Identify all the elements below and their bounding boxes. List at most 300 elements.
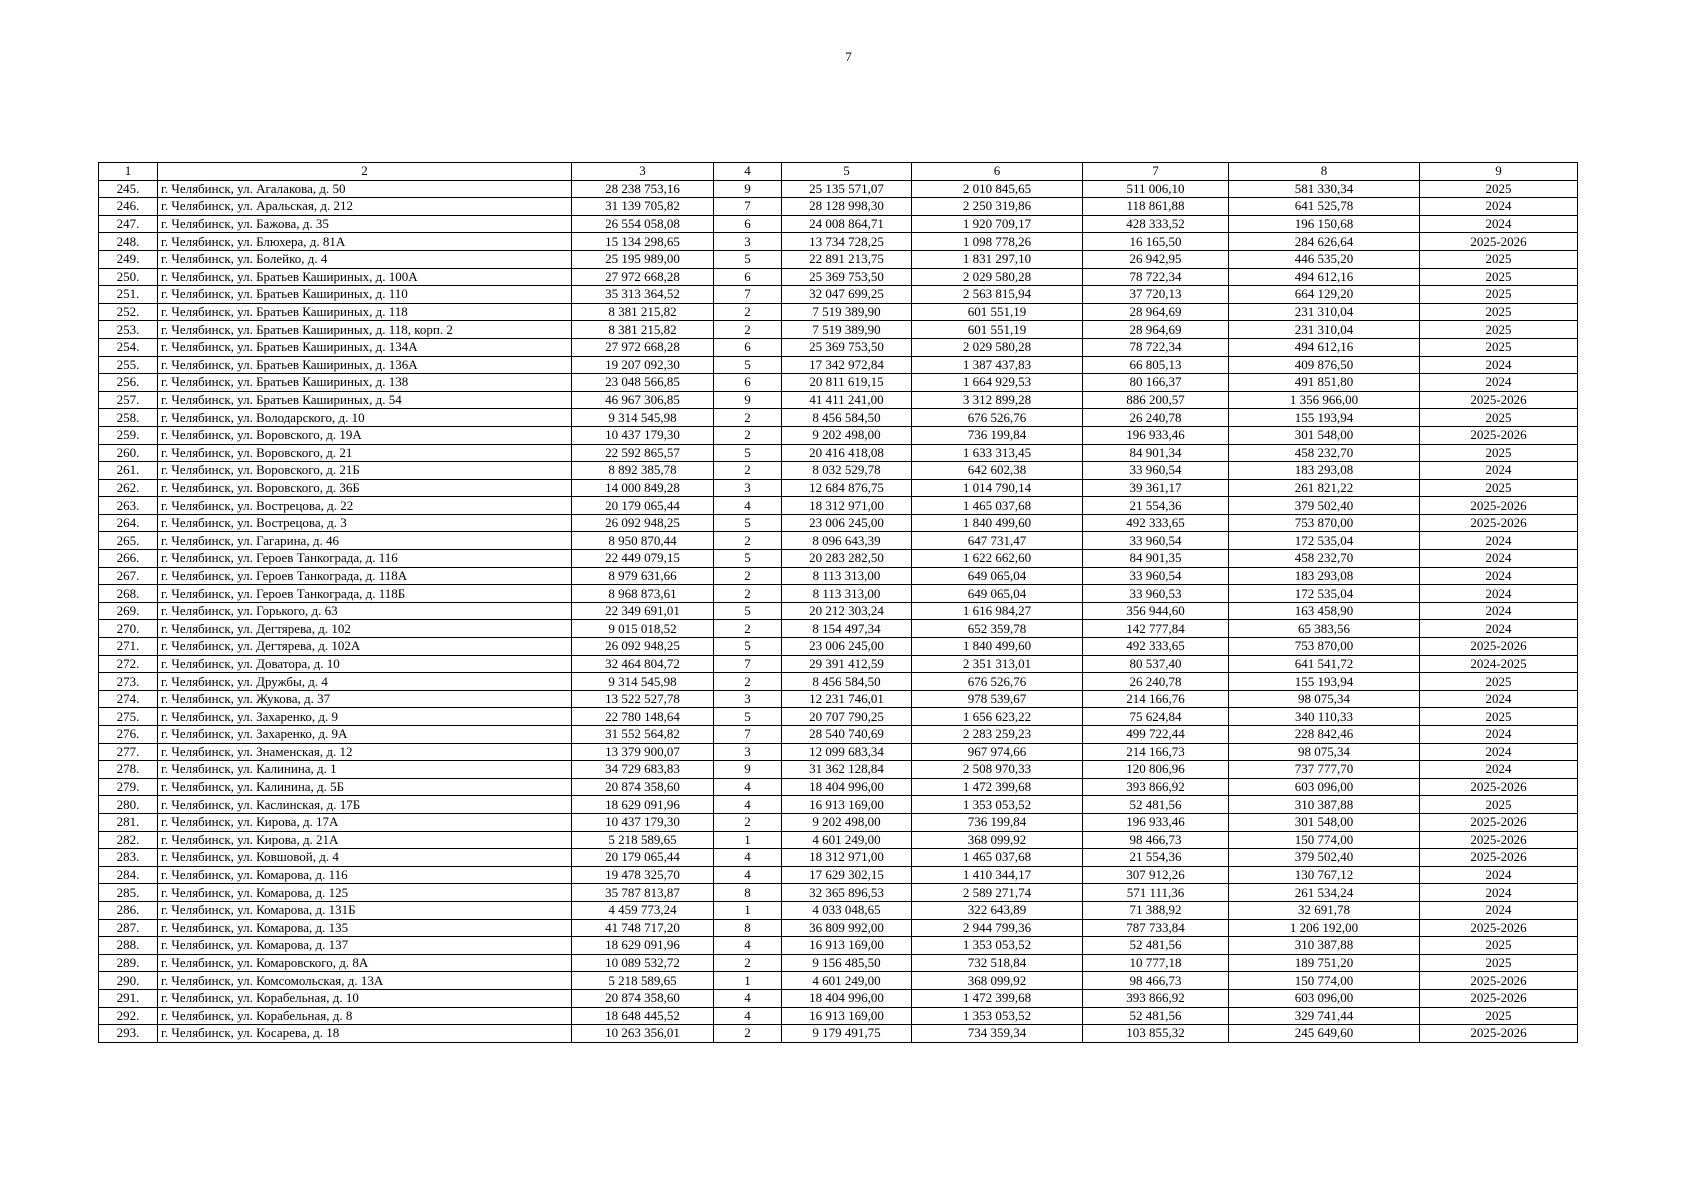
row-number-cell: 278. [99, 761, 158, 779]
address-cell: г. Челябинск, ул. Калинина, д. 5Б [158, 778, 572, 796]
count-cell: 1 [714, 901, 782, 919]
count-cell: 4 [714, 989, 782, 1007]
cost-works-cell: 7 519 389,90 [782, 303, 912, 321]
row-number-cell: 291. [99, 989, 158, 1007]
address-cell: г. Челябинск, ул. Каслинская, д. 17Б [158, 796, 572, 814]
row-number-cell: 255. [99, 356, 158, 374]
address-cell: г. Челябинск, ул. Братьев Кашириных, д. 138 [158, 374, 572, 392]
total-cost-cell: 32 464 804,72 [572, 655, 714, 673]
count-cell: 3 [714, 690, 782, 708]
cost-design-cell: 26 240,78 [1083, 409, 1229, 427]
cost-control-cell: 1 353 053,52 [912, 796, 1083, 814]
cost-control-cell: 1 840 499,60 [912, 514, 1083, 532]
cost-other-cell: 1 356 966,00 [1229, 391, 1420, 409]
cost-works-cell: 8 154 497,34 [782, 620, 912, 638]
cost-control-cell: 649 065,04 [912, 585, 1083, 603]
period-cell: 2025-2026 [1420, 849, 1578, 867]
address-cell: г. Челябинск, ул. Героев Танкограда, д. 116 [158, 550, 572, 568]
cost-design-cell: 80 166,37 [1083, 374, 1229, 392]
cost-other-cell: 261 534,24 [1229, 884, 1420, 902]
address-cell: г. Челябинск, ул. Гагарина, д. 46 [158, 532, 572, 550]
cost-design-cell: 196 933,46 [1083, 426, 1229, 444]
address-cell: г. Челябинск, ул. Братьев Кашириных, д. 118 [158, 303, 572, 321]
cost-design-cell: 214 166,76 [1083, 690, 1229, 708]
period-cell: 2025 [1420, 286, 1578, 304]
table-row [99, 989, 1578, 1007]
period-cell: 2025-2026 [1420, 831, 1578, 849]
table-row [99, 356, 1578, 374]
cost-control-cell: 1 616 984,27 [912, 602, 1083, 620]
count-cell: 2 [714, 673, 782, 691]
total-cost-cell: 26 092 948,25 [572, 638, 714, 656]
period-cell: 2025-2026 [1420, 233, 1578, 251]
period-cell: 2025 [1420, 937, 1578, 955]
cost-works-cell: 8 032 529,78 [782, 462, 912, 480]
cost-design-cell: 492 333,65 [1083, 514, 1229, 532]
address-cell: г. Челябинск, ул. Комаровского, д. 8А [158, 954, 572, 972]
cost-design-cell: 511 006,10 [1083, 180, 1229, 198]
cost-design-cell: 52 481,56 [1083, 796, 1229, 814]
total-cost-cell: 9 314 545,98 [572, 409, 714, 427]
total-cost-cell: 10 437 179,30 [572, 426, 714, 444]
table-row [99, 426, 1578, 444]
cost-design-cell: 52 481,56 [1083, 1007, 1229, 1025]
cost-works-cell: 36 809 992,00 [782, 919, 912, 937]
cost-other-cell: 753 870,00 [1229, 638, 1420, 656]
cost-design-cell: 10 777,18 [1083, 954, 1229, 972]
total-cost-cell: 35 313 364,52 [572, 286, 714, 304]
table-row [99, 901, 1578, 919]
cost-works-cell: 8 456 584,50 [782, 409, 912, 427]
address-cell: г. Челябинск, ул. Блюхера, д. 81А [158, 233, 572, 251]
cost-control-cell: 1 831 297,10 [912, 250, 1083, 268]
cost-other-cell: 664 129,20 [1229, 286, 1420, 304]
count-cell: 6 [714, 374, 782, 392]
cost-control-cell: 2 029 580,28 [912, 338, 1083, 356]
cost-other-cell: 329 741,44 [1229, 1007, 1420, 1025]
column-header: 2 [158, 163, 572, 181]
cost-other-cell: 446 535,20 [1229, 250, 1420, 268]
cost-works-cell: 9 179 491,75 [782, 1025, 912, 1043]
cost-design-cell: 78 722,34 [1083, 268, 1229, 286]
count-cell: 5 [714, 356, 782, 374]
cost-other-cell: 163 458,90 [1229, 602, 1420, 620]
table-row [99, 761, 1578, 779]
address-cell: г. Челябинск, ул. Жукова, д. 37 [158, 690, 572, 708]
total-cost-cell: 27 972 668,28 [572, 268, 714, 286]
count-cell: 4 [714, 937, 782, 955]
cost-works-cell: 25 369 753,50 [782, 268, 912, 286]
total-cost-cell: 5 218 589,65 [572, 972, 714, 990]
cost-control-cell: 2 944 799,36 [912, 919, 1083, 937]
table-row [99, 1025, 1578, 1043]
row-number-cell: 268. [99, 585, 158, 603]
total-cost-cell: 18 629 091,96 [572, 796, 714, 814]
table-row [99, 638, 1578, 656]
cost-control-cell: 652 359,78 [912, 620, 1083, 638]
row-number-cell: 286. [99, 901, 158, 919]
count-cell: 5 [714, 638, 782, 656]
row-number-cell: 269. [99, 602, 158, 620]
cost-control-cell: 1 840 499,60 [912, 638, 1083, 656]
period-cell: 2025-2026 [1420, 778, 1578, 796]
period-cell: 2024 [1420, 532, 1578, 550]
count-cell: 2 [714, 567, 782, 585]
cost-control-cell: 2 010 845,65 [912, 180, 1083, 198]
cost-other-cell: 98 075,34 [1229, 743, 1420, 761]
cost-design-cell: 39 361,17 [1083, 479, 1229, 497]
total-cost-cell: 5 218 589,65 [572, 831, 714, 849]
cost-design-cell: 499 722,44 [1083, 726, 1229, 744]
cost-control-cell: 1 410 344,17 [912, 866, 1083, 884]
address-cell: г. Челябинск, ул. Воровского, д. 19А [158, 426, 572, 444]
cost-other-cell: 310 387,88 [1229, 796, 1420, 814]
row-number-cell: 293. [99, 1025, 158, 1043]
row-number-cell: 247. [99, 215, 158, 233]
table-row [99, 303, 1578, 321]
period-cell: 2024 [1420, 567, 1578, 585]
cost-design-cell: 37 720,13 [1083, 286, 1229, 304]
table-row [99, 409, 1578, 427]
row-number-cell: 246. [99, 198, 158, 216]
table-row [99, 620, 1578, 638]
cost-control-cell: 1 633 313,45 [912, 444, 1083, 462]
period-cell: 2024 [1420, 726, 1578, 744]
total-cost-cell: 18 629 091,96 [572, 937, 714, 955]
table-row [99, 180, 1578, 198]
total-cost-cell: 14 000 849,28 [572, 479, 714, 497]
cost-design-cell: 492 333,65 [1083, 638, 1229, 656]
cost-other-cell: 310 387,88 [1229, 937, 1420, 955]
column-header: 6 [912, 163, 1083, 181]
table-row [99, 602, 1578, 620]
cost-works-cell: 8 113 313,00 [782, 585, 912, 603]
cost-control-cell: 734 359,34 [912, 1025, 1083, 1043]
cost-design-cell: 120 806,96 [1083, 761, 1229, 779]
total-cost-cell: 23 048 566,85 [572, 374, 714, 392]
address-cell: г. Челябинск, ул. Комарова, д. 125 [158, 884, 572, 902]
count-cell: 7 [714, 726, 782, 744]
period-cell: 2024 [1420, 602, 1578, 620]
count-cell: 6 [714, 215, 782, 233]
count-cell: 3 [714, 233, 782, 251]
address-cell: г. Челябинск, ул. Братьев Кашириных, д. 110 [158, 286, 572, 304]
cost-control-cell: 1 098 778,26 [912, 233, 1083, 251]
row-number-cell: 282. [99, 831, 158, 849]
row-number-cell: 260. [99, 444, 158, 462]
cost-works-cell: 16 913 169,00 [782, 796, 912, 814]
table-row [99, 1007, 1578, 1025]
period-cell: 2025-2026 [1420, 391, 1578, 409]
address-cell: г. Челябинск, ул. Аральская, д. 212 [158, 198, 572, 216]
cost-design-cell: 78 722,34 [1083, 338, 1229, 356]
table-row [99, 338, 1578, 356]
cost-control-cell: 2 351 313,01 [912, 655, 1083, 673]
row-number-cell: 258. [99, 409, 158, 427]
total-cost-cell: 13 522 527,78 [572, 690, 714, 708]
period-cell: 2025 [1420, 250, 1578, 268]
column-header: 5 [782, 163, 912, 181]
row-number-cell: 250. [99, 268, 158, 286]
period-cell: 2024 [1420, 620, 1578, 638]
table-row [99, 813, 1578, 831]
total-cost-cell: 10 089 532,72 [572, 954, 714, 972]
cost-design-cell: 33 960,53 [1083, 585, 1229, 603]
period-cell: 2025-2026 [1420, 989, 1578, 1007]
cost-design-cell: 393 866,92 [1083, 778, 1229, 796]
cost-other-cell: 301 548,00 [1229, 426, 1420, 444]
cost-other-cell: 603 096,00 [1229, 778, 1420, 796]
row-number-cell: 289. [99, 954, 158, 972]
cost-works-cell: 9 202 498,00 [782, 813, 912, 831]
address-cell: г. Челябинск, ул. Воровского, д. 21Б [158, 462, 572, 480]
cost-design-cell: 33 960,54 [1083, 532, 1229, 550]
cost-other-cell: 172 535,04 [1229, 532, 1420, 550]
total-cost-cell: 8 892 385,78 [572, 462, 714, 480]
count-cell: 5 [714, 444, 782, 462]
table-row [99, 321, 1578, 339]
row-number-cell: 257. [99, 391, 158, 409]
total-cost-cell: 10 263 356,01 [572, 1025, 714, 1043]
cost-works-cell: 20 212 303,24 [782, 602, 912, 620]
count-cell: 2 [714, 585, 782, 603]
cost-control-cell: 1 920 709,17 [912, 215, 1083, 233]
total-cost-cell: 8 968 873,61 [572, 585, 714, 603]
total-cost-cell: 26 554 058,08 [572, 215, 714, 233]
row-number-cell: 290. [99, 972, 158, 990]
total-cost-cell: 10 437 179,30 [572, 813, 714, 831]
period-cell: 2025-2026 [1420, 972, 1578, 990]
total-cost-cell: 22 592 865,57 [572, 444, 714, 462]
cost-design-cell: 28 964,69 [1083, 303, 1229, 321]
address-cell: г. Челябинск, ул. Комарова, д. 137 [158, 937, 572, 955]
cost-other-cell: 98 075,34 [1229, 690, 1420, 708]
address-cell: г. Челябинск, ул. Болейко, д. 4 [158, 250, 572, 268]
table-row [99, 884, 1578, 902]
table-row [99, 866, 1578, 884]
count-cell: 2 [714, 303, 782, 321]
table-row [99, 849, 1578, 867]
cost-works-cell: 16 913 169,00 [782, 1007, 912, 1025]
table-row [99, 796, 1578, 814]
table-row [99, 567, 1578, 585]
cost-control-cell: 1 465 037,68 [912, 497, 1083, 515]
address-cell: г. Челябинск, ул. Дегтярева, д. 102А [158, 638, 572, 656]
count-cell: 2 [714, 426, 782, 444]
cost-design-cell: 118 861,88 [1083, 198, 1229, 216]
cost-works-cell: 18 404 996,00 [782, 989, 912, 1007]
cost-other-cell: 231 310,04 [1229, 321, 1420, 339]
address-cell: г. Челябинск, ул. Братьев Кашириных, д. 54 [158, 391, 572, 409]
cost-design-cell: 52 481,56 [1083, 937, 1229, 955]
cost-works-cell: 25 135 571,07 [782, 180, 912, 198]
cost-works-cell: 17 342 972,84 [782, 356, 912, 374]
count-cell: 2 [714, 1025, 782, 1043]
cost-control-cell: 2 283 259,23 [912, 726, 1083, 744]
cost-control-cell: 2 508 970,33 [912, 761, 1083, 779]
row-number-cell: 262. [99, 479, 158, 497]
address-cell: г. Челябинск, ул. Вострецова, д. 22 [158, 497, 572, 515]
count-cell: 4 [714, 796, 782, 814]
period-cell: 2024 [1420, 356, 1578, 374]
cost-other-cell: 183 293,08 [1229, 462, 1420, 480]
cost-design-cell: 21 554,36 [1083, 849, 1229, 867]
period-cell: 2024 [1420, 198, 1578, 216]
address-cell: г. Челябинск, ул. Дружбы, д. 4 [158, 673, 572, 691]
address-cell: г. Челябинск, ул. Воровского, д. 21 [158, 444, 572, 462]
cost-works-cell: 4 601 249,00 [782, 972, 912, 990]
table-row [99, 919, 1578, 937]
cost-design-cell: 80 537,40 [1083, 655, 1229, 673]
count-cell: 2 [714, 409, 782, 427]
cost-design-cell: 75 624,84 [1083, 708, 1229, 726]
cost-control-cell: 732 518,84 [912, 954, 1083, 972]
cost-other-cell: 155 193,94 [1229, 409, 1420, 427]
cost-design-cell: 356 944,60 [1083, 602, 1229, 620]
count-cell: 3 [714, 743, 782, 761]
row-number-cell: 287. [99, 919, 158, 937]
cost-design-cell: 66 805,13 [1083, 356, 1229, 374]
cost-works-cell: 20 707 790,25 [782, 708, 912, 726]
period-cell: 2024 [1420, 866, 1578, 884]
row-number-cell: 251. [99, 286, 158, 304]
cost-design-cell: 71 388,92 [1083, 901, 1229, 919]
total-cost-cell: 20 179 065,44 [572, 849, 714, 867]
cost-design-cell: 84 901,35 [1083, 550, 1229, 568]
total-cost-cell: 41 748 717,20 [572, 919, 714, 937]
count-cell: 5 [714, 602, 782, 620]
row-number-cell: 285. [99, 884, 158, 902]
cost-other-cell: 155 193,94 [1229, 673, 1420, 691]
period-cell: 2024 [1420, 901, 1578, 919]
count-cell: 2 [714, 532, 782, 550]
cost-works-cell: 32 047 699,25 [782, 286, 912, 304]
count-cell: 2 [714, 620, 782, 638]
cost-design-cell: 21 554,36 [1083, 497, 1229, 515]
total-cost-cell: 8 381 215,82 [572, 303, 714, 321]
cost-works-cell: 12 684 876,75 [782, 479, 912, 497]
count-cell: 5 [714, 514, 782, 532]
table-row [99, 690, 1578, 708]
total-cost-cell: 19 207 092,30 [572, 356, 714, 374]
period-cell: 2025-2026 [1420, 1025, 1578, 1043]
cost-works-cell: 9 156 485,50 [782, 954, 912, 972]
total-cost-cell: 9 314 545,98 [572, 673, 714, 691]
cost-other-cell: 245 649,60 [1229, 1025, 1420, 1043]
table-row [99, 585, 1578, 603]
cost-design-cell: 196 933,46 [1083, 813, 1229, 831]
count-cell: 2 [714, 813, 782, 831]
table-row [99, 497, 1578, 515]
row-number-cell: 259. [99, 426, 158, 444]
row-number-cell: 248. [99, 233, 158, 251]
period-cell: 2024 [1420, 550, 1578, 568]
count-cell: 2 [714, 321, 782, 339]
column-header: 1 [99, 163, 158, 181]
address-cell: г. Челябинск, ул. Бажова, д. 35 [158, 215, 572, 233]
cost-other-cell: 491 851,80 [1229, 374, 1420, 392]
cost-other-cell: 581 330,34 [1229, 180, 1420, 198]
count-cell: 4 [714, 849, 782, 867]
cost-works-cell: 20 811 619,15 [782, 374, 912, 392]
cost-other-cell: 379 502,40 [1229, 497, 1420, 515]
cost-other-cell: 32 691,78 [1229, 901, 1420, 919]
address-cell: г. Челябинск, ул. Героев Танкограда, д. 118Б [158, 585, 572, 603]
table-row [99, 250, 1578, 268]
cost-other-cell: 284 626,64 [1229, 233, 1420, 251]
cost-works-cell: 18 312 971,00 [782, 849, 912, 867]
row-number-cell: 284. [99, 866, 158, 884]
row-number-cell: 270. [99, 620, 158, 638]
cost-control-cell: 642 602,38 [912, 462, 1083, 480]
row-number-cell: 252. [99, 303, 158, 321]
cost-other-cell: 753 870,00 [1229, 514, 1420, 532]
cost-design-cell: 98 466,73 [1083, 972, 1229, 990]
count-cell: 5 [714, 250, 782, 268]
cost-other-cell: 379 502,40 [1229, 849, 1420, 867]
cost-control-cell: 1 472 399,68 [912, 989, 1083, 1007]
total-cost-cell: 19 478 325,70 [572, 866, 714, 884]
cost-works-cell: 23 006 245,00 [782, 638, 912, 656]
count-cell: 9 [714, 391, 782, 409]
data-table [98, 162, 1578, 1043]
cost-works-cell: 8 456 584,50 [782, 673, 912, 691]
cost-control-cell: 736 199,84 [912, 813, 1083, 831]
row-number-cell: 277. [99, 743, 158, 761]
row-number-cell: 256. [99, 374, 158, 392]
period-cell: 2025-2026 [1420, 426, 1578, 444]
address-cell: г. Челябинск, ул. Героев Танкограда, д. 118А [158, 567, 572, 585]
address-cell: г. Челябинск, ул. Кирова, д. 17А [158, 813, 572, 831]
cost-works-cell: 4 033 048,65 [782, 901, 912, 919]
total-cost-cell: 31 552 564,82 [572, 726, 714, 744]
address-cell: г. Челябинск, ул. Косарева, д. 18 [158, 1025, 572, 1043]
cost-works-cell: 41 411 241,00 [782, 391, 912, 409]
table-row [99, 778, 1578, 796]
cost-design-cell: 307 912,26 [1083, 866, 1229, 884]
cost-control-cell: 2 589 271,74 [912, 884, 1083, 902]
address-cell: г. Челябинск, ул. Захаренко, д. 9А [158, 726, 572, 744]
cost-control-cell: 1 387 437,83 [912, 356, 1083, 374]
table-body [99, 180, 1578, 1042]
row-number-cell: 263. [99, 497, 158, 515]
table-row [99, 391, 1578, 409]
period-cell: 2025 [1420, 409, 1578, 427]
cost-other-cell: 737 777,70 [1229, 761, 1420, 779]
cost-other-cell: 641 541,72 [1229, 655, 1420, 673]
count-cell: 4 [714, 497, 782, 515]
row-number-cell: 272. [99, 655, 158, 673]
cost-works-cell: 31 362 128,84 [782, 761, 912, 779]
period-cell: 2024 [1420, 462, 1578, 480]
table-row [99, 743, 1578, 761]
period-cell: 2025-2026 [1420, 813, 1578, 831]
column-header: 3 [572, 163, 714, 181]
column-header: 4 [714, 163, 782, 181]
address-cell: г. Челябинск, ул. Корабельная, д. 8 [158, 1007, 572, 1025]
row-number-cell: 280. [99, 796, 158, 814]
total-cost-cell: 20 874 358,60 [572, 778, 714, 796]
period-cell: 2025-2026 [1420, 514, 1578, 532]
count-cell: 2 [714, 954, 782, 972]
address-cell: г. Челябинск, ул. Комарова, д. 116 [158, 866, 572, 884]
period-cell: 2025-2026 [1420, 919, 1578, 937]
cost-other-cell: 458 232,70 [1229, 444, 1420, 462]
table-row [99, 708, 1578, 726]
table-row [99, 268, 1578, 286]
address-cell: г. Челябинск, ул. Братьев Кашириных, д. 118, корп. 2 [158, 321, 572, 339]
cost-other-cell: 196 150,68 [1229, 215, 1420, 233]
